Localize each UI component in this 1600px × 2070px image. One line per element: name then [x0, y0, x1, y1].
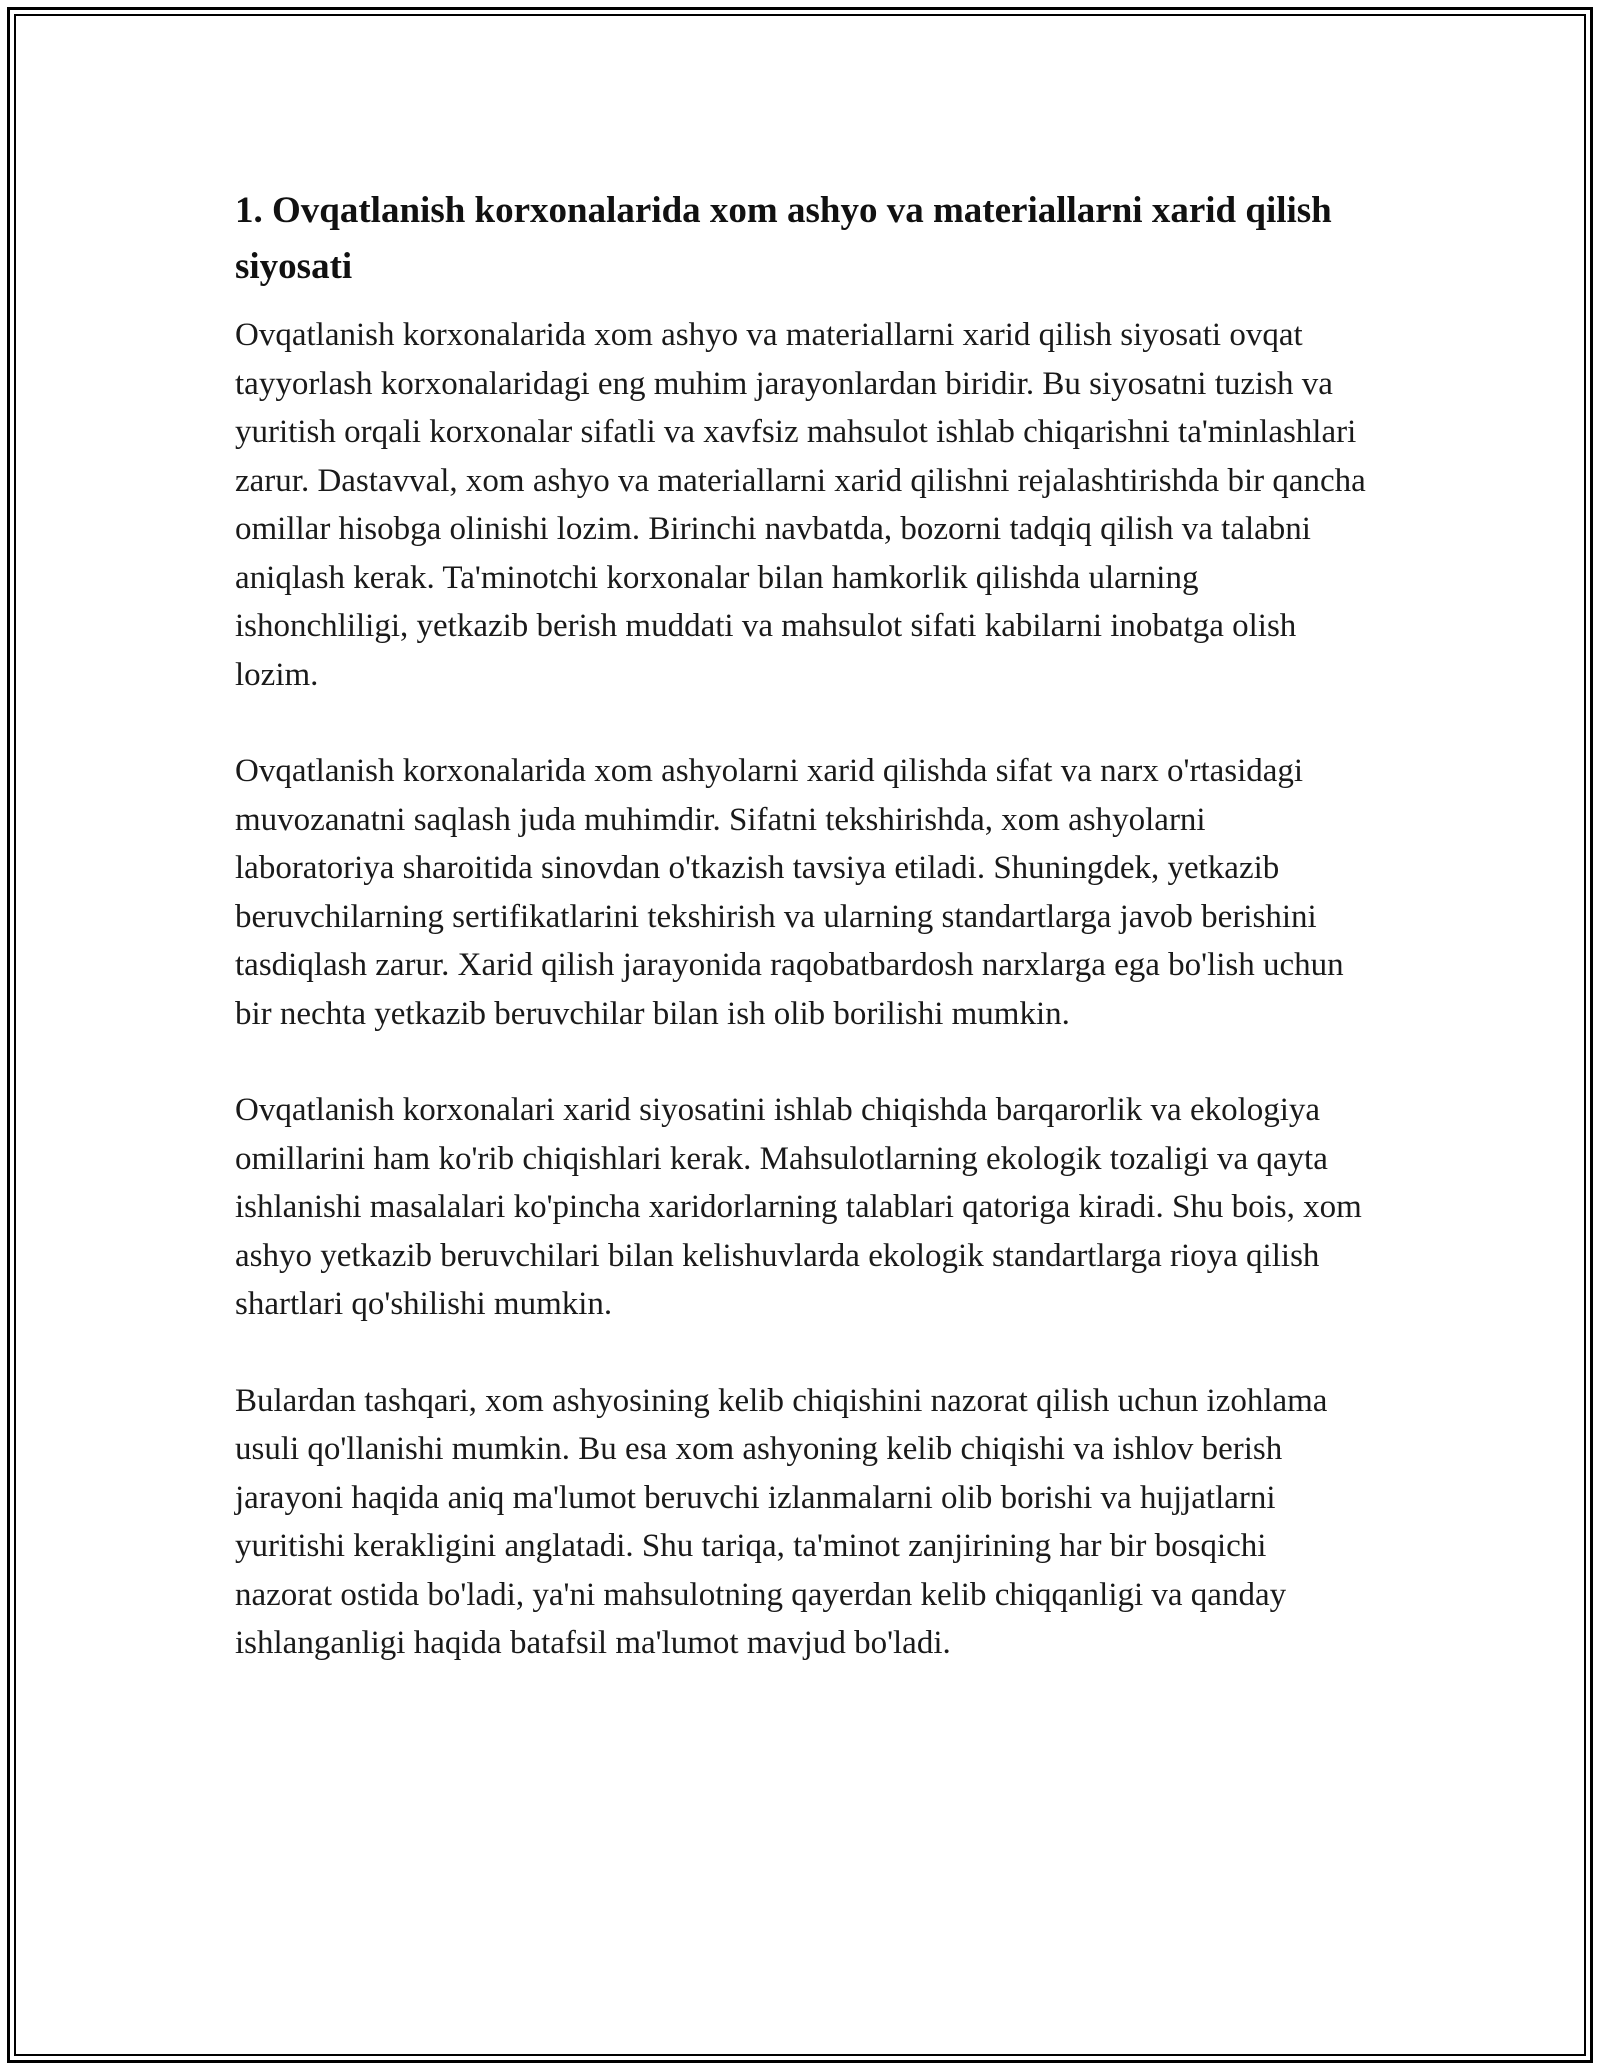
- document-body: [235, 183, 1370, 1716]
- paragraph-4: Bulardan tashqari, xom ashyosining kelib chiqishini nazorat qilish uchun izohlama usuli qo'llanishi mumkin. Bu esa xom ashyoning kelib chiqishi va ishlov berish jarayoni haqida aniq ma'lumot beruvchi izlanmalarni olib borishi va hujjatlarni yuritishi kerakligini anglatadi. Shu tariqa, ta'minot zanjirining har bir bosqichi nazorat ostida bo'ladi, ya'ni mahsulotning qayerdan kelib chiqqanligi va qanday ishlanganligi haqida batafsil ma'lumot mavjud bo'ladi.: [235, 1382, 1328, 1661]
- paragraph-1: Ovqatlanish korxonalarida xom ashyo va materiallarni xarid qilish siyosati ovqat tayyorlash korxonalaridagi eng muhim jarayonlardan biridir. Bu siyosatni tuzish va yuritish orqali korxonalar sifatli va xavfsiz mahsulot ishlab chiqarishni ta'minlashlari zarur. Dastavval, xom ashyo va materiallarni xarid qilishni rejalashtirishda bir qancha omillar hisobga olinishi lozim. Birinchi navbatda, bozorni tadqiq qilish va talabni aniqlash kerak. Ta'minotchi korxonalar bilan hamkorlik qilishda ularning ishonchliligi, yetkazib berish muddati va mahsulot sifati kabilarni inobatga olish lozim.: [235, 317, 1366, 693]
- document-title: 1. Ovqatlanish korxonalarida xom ashyo va materiallarni xarid qilish siyosati: [235, 190, 1332, 287]
- paragraph-2: Ovqatlanish korxonalarida xom ashyolarni xarid qilishda sifat va narx o'rtasidagi muvozanatni saqlash juda muhimdir. Sifatni tekshirishda, xom ashyolarni laboratoriya sharoitida sinovdan o'tkazish tavsiya etiladi. Shuningdek, yetkazib beruvchilarning sertifikatlarini tekshirish va ularning standartlarga javob berishini tasdiqlash zarur. Xarid qilish jarayonida raqobatbardosh narxlarga ega bo'lish uchun bir nechta yetkazib beruvchilar bilan ish olib borilishi mumkin.: [235, 753, 1344, 1032]
- paragraph-3: Ovqatlanish korxonalari xarid siyosatini ishlab chiqishda barqarorlik va ekologiya omillarini ham ko'rib chiqishlari kerak. Mahsulotlarning ekologik tozaligi va qayta ishlanishi masalalari ko'pincha xaridorlarning talablari qatoriga kiradi. Shu bois, xom ashyo yetkazib beruvchilari bilan kelishuvlarda ekologik standartlarga rioya qilish shartlari qo'shilishi mumkin.: [235, 1092, 1362, 1322]
